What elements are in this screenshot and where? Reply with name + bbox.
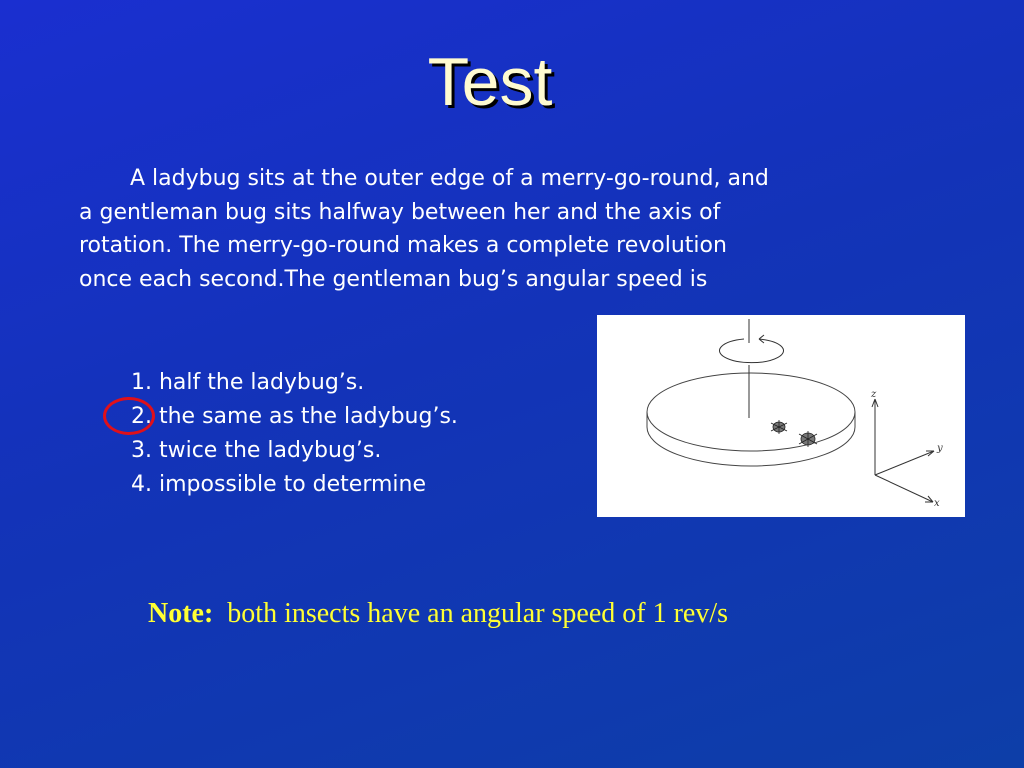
question-line: once each second.The gentleman bug’s angular speed is [79,266,708,292]
y-axis [875,451,934,475]
note-label: Note: [148,598,214,629]
question-text [79,162,979,296]
merry-go-round-figure [597,315,965,517]
answer-options [131,366,458,502]
note-text: both insects have an angular speed of 1 rev/s [227,598,729,629]
x-axis-label: x [934,498,940,509]
answer-option-4: 4. impossible to determine [131,472,427,497]
question-line: a gentleman bug sits halfway between her and the axis of [79,199,721,225]
rotation-arrow [720,339,784,363]
question-line: A ladybug sits at the outer edge of a merry-go-round, and [130,166,769,191]
question-line: rotation. The merry-go-round makes a complete revolution [79,233,727,258]
merry-go-round-diagram [597,315,965,517]
answer-option-3: 3. twice the ladybug’s. [131,438,382,463]
correct-answer-circle [103,397,155,435]
answer-option-2: 2. the same as the ladybug’s. [131,404,458,429]
y-axis-label: y [937,443,943,454]
note [148,598,728,630]
answer-option-1: 1. half the ladybug’s. [131,370,365,395]
x-axis [875,475,933,502]
slide-title: Test [427,44,553,120]
disk-top [647,373,855,451]
z-axis-label: z [871,389,877,400]
